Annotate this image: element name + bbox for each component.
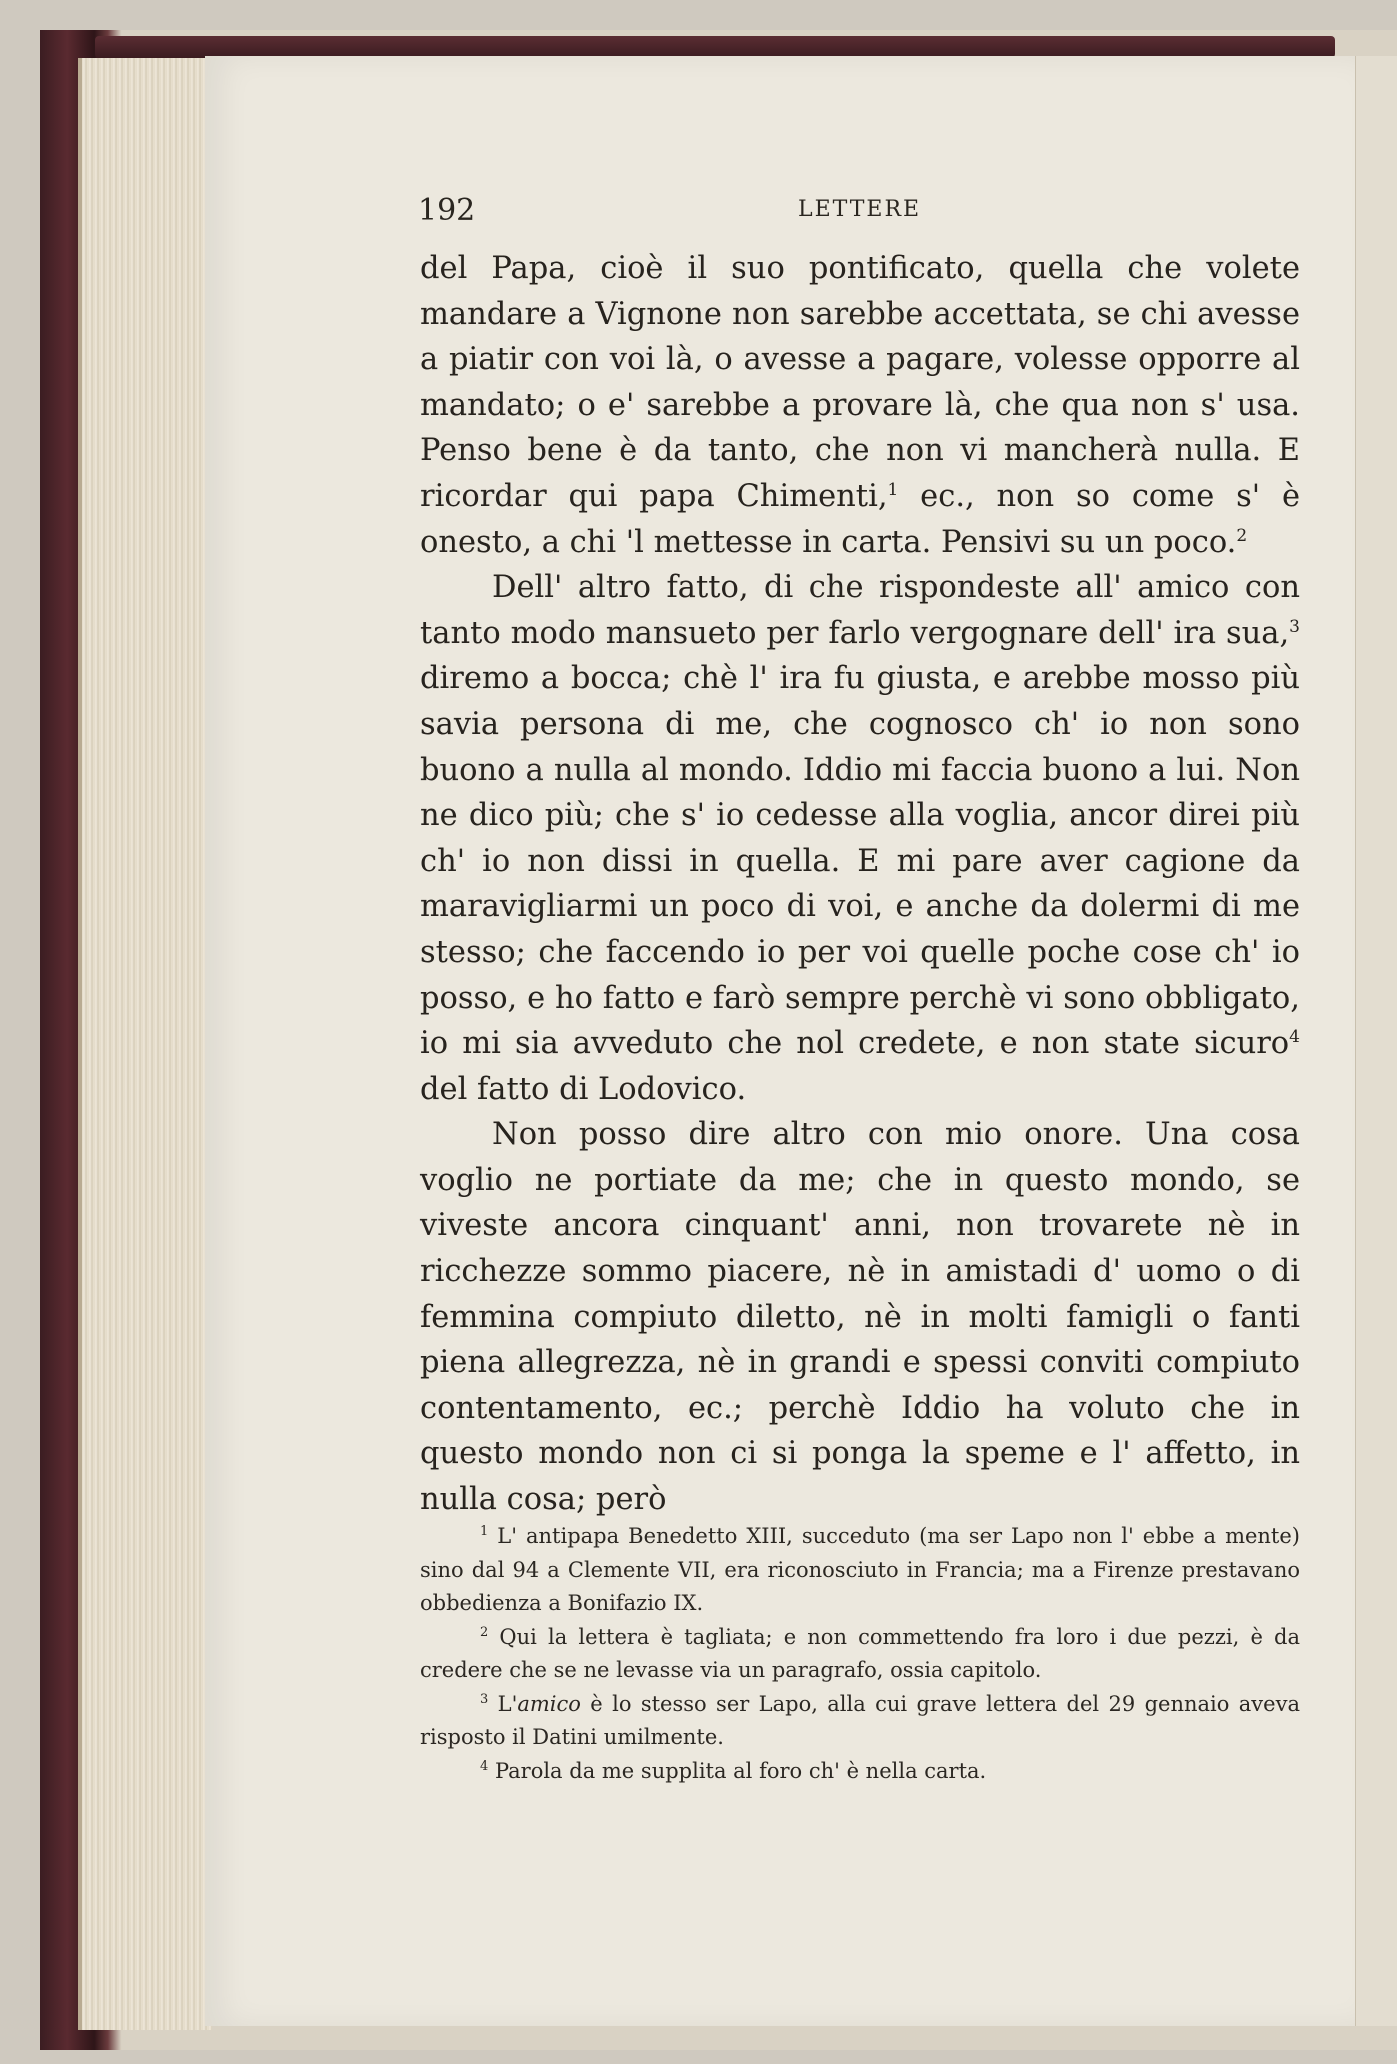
- body-text: [420, 246, 1300, 1523]
- paragraph-3: Non posso dire altro con mio onore. Una cosa voglio ne portiate da me; che in questo mondo, se viveste ancora cinquant' anni, non trovarete nè in ricchezze sommo piacere, nè in amistadi d' uomo o di femmina compiuto diletto, nè in molti famigli o fanti piena allegrezza, nè in grandi e spessi conviti compiuto contentamento, ec.; perchè Iddio ha voluto che in questo mondo non ci si ponga la speme e l' affetto, in nulla cosa; però: [420, 1117, 1300, 1518]
- paragraph-2: [420, 565, 1300, 1112]
- paragraph-text: ec., non so come s' è onesto, a chi 'l mettesse in carta. Pensivi su un poco.: [420, 478, 1300, 560]
- footnotes: [420, 1520, 1300, 1788]
- footnote-ref: 2: [1236, 525, 1248, 546]
- footnote-emphasis: amico: [517, 1691, 581, 1716]
- footnote-ref: 3: [1289, 616, 1300, 637]
- page-header: [418, 193, 1298, 229]
- footnote-number: 1: [480, 1524, 489, 1539]
- paragraph-text: Dell' altro fatto, di che rispondeste all' amico con tanto modo mansueto per farlo vergognare dell' ira sua,: [420, 570, 1300, 651]
- footnote-text: è lo stesso ser Lapo, alla cui grave lettera del 29 gennaio aveva risposto il Datini umilmente.: [420, 1691, 1300, 1749]
- footnote-ref: 4: [1289, 1026, 1300, 1047]
- facing-page-edge: [1355, 56, 1397, 2026]
- footnote-number: 4: [480, 1758, 489, 1774]
- book-top-edge: [95, 36, 1335, 58]
- footnote-text: L' antipapa Benedetto XIII, succeduto (ma ser Lapo non l' ebbe a mente) sino dal 94 a Clemente VII, era riconosciuto in Francia; ma a Firenze prestavano obbedienza a Bonifazio IX.: [420, 1524, 1300, 1615]
- paragraph-text: del Papa, cioè il suo pontificato, quella che volete mandare a Vignone non sarebbe accettata, se chi avesse a piatir con voi là, o avesse a pagare, volesse opporre al mandato; o e' sarebbe a provare là, che qua non s' usa. Penso bene è da tanto, che non vi mancherà nulla. E ricordar qui papa Chimenti,: [420, 251, 1300, 514]
- page-number: 192: [418, 193, 476, 228]
- running-head: LETTERE: [798, 197, 922, 222]
- footnote-ref: 1: [887, 479, 899, 500]
- footnote-text: L': [488, 1691, 518, 1716]
- footnote-3: [420, 1688, 1300, 1755]
- paragraph-text: del fatto di Lodovico.: [420, 1071, 747, 1107]
- footnote-text: Qui la lettera è tagliata; e non commettendo fra loro i due pezzi, è da credere che se ne levasse via un paragrafo, ossia capitolo.: [420, 1624, 1300, 1682]
- footnote-number: 3: [480, 1691, 489, 1707]
- paragraph-text: diremo a bocca; chè l' ira fu giusta, e arebbe mosso più savia persona di me, che cognosco ch' io non sono buono a nulla al mondo. Iddio mi faccia buono a lui. Non ne dico più; che s' io cedesse alla voglia, ancor direi più ch' io non dissi in quella. E mi pare aver cagione da maravigliarmi un poco di voi, e anche da dolermi di me stesso; che faccendo io per voi quelle poche cose ch' io posso, e ho fatto e farò sempre perchè vi sono obbligato, io mi sia avveduto che nol credete, e non state sicuro: [420, 661, 1300, 1062]
- page-edges: [78, 58, 212, 2030]
- footnote-number: 2: [480, 1624, 489, 1640]
- footnote-4: [420, 1755, 1300, 1789]
- footnote-2: [420, 1621, 1300, 1688]
- footnote-text: Parola da me supplita al foro ch' è nella carta.: [488, 1758, 987, 1783]
- footnote-1: [420, 1520, 1300, 1621]
- paragraph-1: [420, 246, 1300, 565]
